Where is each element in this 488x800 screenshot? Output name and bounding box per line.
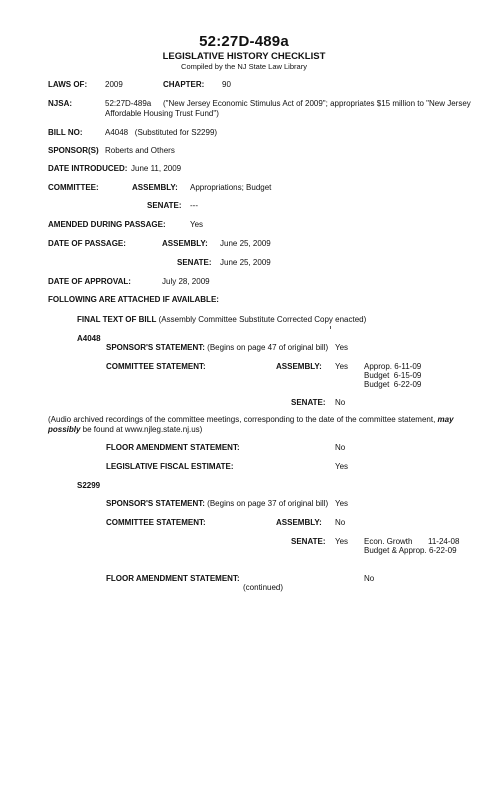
committee-senate-value: --- (190, 201, 198, 210)
s2299-econ-date1: 11-24-08 (428, 537, 460, 546)
committee-assembly-value: Appropriations; Budget (190, 183, 272, 192)
committee-senate-label: SENATE: (147, 201, 182, 210)
stray-mark (330, 326, 331, 329)
audio-archive-note (48, 415, 466, 435)
s2299-label: S2299 (77, 481, 101, 490)
sponsors-value: Roberts and Others (105, 146, 175, 155)
page-title: 52:27D-489a (199, 33, 289, 50)
amended-label: AMENDED DURING PASSAGE: (48, 220, 166, 229)
continued-note: (continued) (243, 583, 284, 592)
s2299-committee-label: COMMITTEE STATEMENT: (106, 518, 206, 527)
floor-amendment-value-2: No (364, 574, 375, 583)
njsa-description-line2: Affordable Housing Trust Fund") (105, 109, 219, 118)
passage-senate-value: June 25, 2009 (220, 258, 271, 267)
a4048-assembly-value: Yes (335, 362, 349, 371)
sponsors-label: SPONSOR(S) (48, 146, 99, 155)
floor-amendment-value-1: No (335, 443, 346, 452)
a4048-senate-label: SENATE: (291, 398, 326, 407)
passage-assembly-label: ASSEMBLY: (162, 239, 208, 248)
committee-assembly-label: ASSEMBLY: (132, 183, 178, 192)
following-attached-label: FOLLOWING ARE ATTACHED IF AVAILABLE: (48, 295, 219, 304)
date-introduced-value: June 11, 2009 (131, 164, 182, 173)
final-text-line (77, 315, 366, 325)
s2299-assembly-label: ASSEMBLY: (276, 518, 322, 527)
s2299-sponsor-label: SPONSOR'S STATEMENT: (106, 499, 205, 508)
s2299-sponsor-value: Yes (335, 499, 349, 508)
a4048-committee-label: COMMITTEE STATEMENT: (106, 362, 206, 371)
passage-senate-label: SENATE: (177, 258, 212, 267)
s2299-sponsor-line (106, 499, 328, 509)
bill-no-value: A4048 (Substituted for S2299) (105, 128, 218, 137)
a4048-approp-line2: Budget 6-15-09 (364, 371, 422, 380)
committee-label: COMMITTEE: (48, 183, 99, 192)
passage-assembly-value: June 25, 2009 (220, 239, 271, 248)
compiled-by: Compiled by the NJ State Law Library (181, 62, 307, 71)
a4048-assembly-label: ASSEMBLY: (276, 362, 322, 371)
bill-no-label: BILL NO: (48, 128, 83, 137)
s2299-assembly-value: No (335, 518, 346, 527)
date-introduced-label: DATE INTRODUCED: (48, 164, 128, 173)
a4048-sponsor-line (106, 343, 328, 353)
njsa-label: NJSA: (48, 99, 73, 108)
date-of-approval-label: DATE OF APPROVAL: (48, 277, 131, 286)
s2299-senate-label: SENATE: (291, 537, 326, 546)
a4048-senate-value: No (335, 398, 346, 407)
final-text-label: FINAL TEXT OF BILL (77, 315, 157, 324)
a4048-sponsor-note: (Begins on page 47 of original bill) (204, 343, 329, 352)
amended-value: Yes (190, 220, 204, 229)
a4048-sponsor-label: SPONSOR'S STATEMENT: (106, 343, 205, 352)
audio-note-part2: be found at www.njleg.state.nj.us) (80, 425, 203, 434)
a4048-sponsor-value: Yes (335, 343, 349, 352)
s2299-sponsor-note: (Begins on page 37 of original bill) (204, 499, 329, 508)
a4048-approp-line3: Budget 6-22-09 (364, 380, 422, 389)
chapter-label: CHAPTER: (163, 80, 205, 89)
njsa-description-line1: ("New Jersey Economic Stimulus Act of 2009"; appropriates $15 million to "New Jersey (163, 99, 471, 108)
date-of-approval-value: July 28, 2009 (162, 277, 210, 286)
floor-amendment-label-2: FLOOR AMENDMENT STATEMENT: (106, 574, 240, 583)
a4048-approp-line1: Approp. 6-11-09 (364, 362, 422, 371)
fiscal-estimate-label: LEGISLATIVE FISCAL ESTIMATE: (106, 462, 234, 471)
page-subtitle: LEGISLATIVE HISTORY CHECKLIST (162, 51, 326, 62)
laws-of-label: LAWS OF: (48, 80, 88, 89)
s2299-econ-line2: Budget & Approp. 6-22-09 (364, 546, 457, 555)
audio-note-part1: (Audio archived recordings of the committee meetings, corresponding to the date of the committee statement, (48, 415, 438, 424)
chapter-value: 90 (222, 80, 231, 89)
a4048-label: A4048 (77, 334, 101, 343)
s2299-senate-value: Yes (335, 537, 349, 546)
njsa-value: 52:27D-489a (105, 99, 152, 108)
s2299-econ-line1: Econ. Growth (364, 537, 413, 546)
date-of-passage-label: DATE OF PASSAGE: (48, 239, 126, 248)
final-text-note: (Assembly Committee Substitute Corrected Copy enacted) (156, 315, 367, 324)
audio-note-emphasis: may possibly (48, 415, 454, 434)
floor-amendment-label-1: FLOOR AMENDMENT STATEMENT: (106, 443, 240, 452)
fiscal-estimate-value: Yes (335, 462, 349, 471)
laws-of-value: 2009 (105, 80, 123, 89)
